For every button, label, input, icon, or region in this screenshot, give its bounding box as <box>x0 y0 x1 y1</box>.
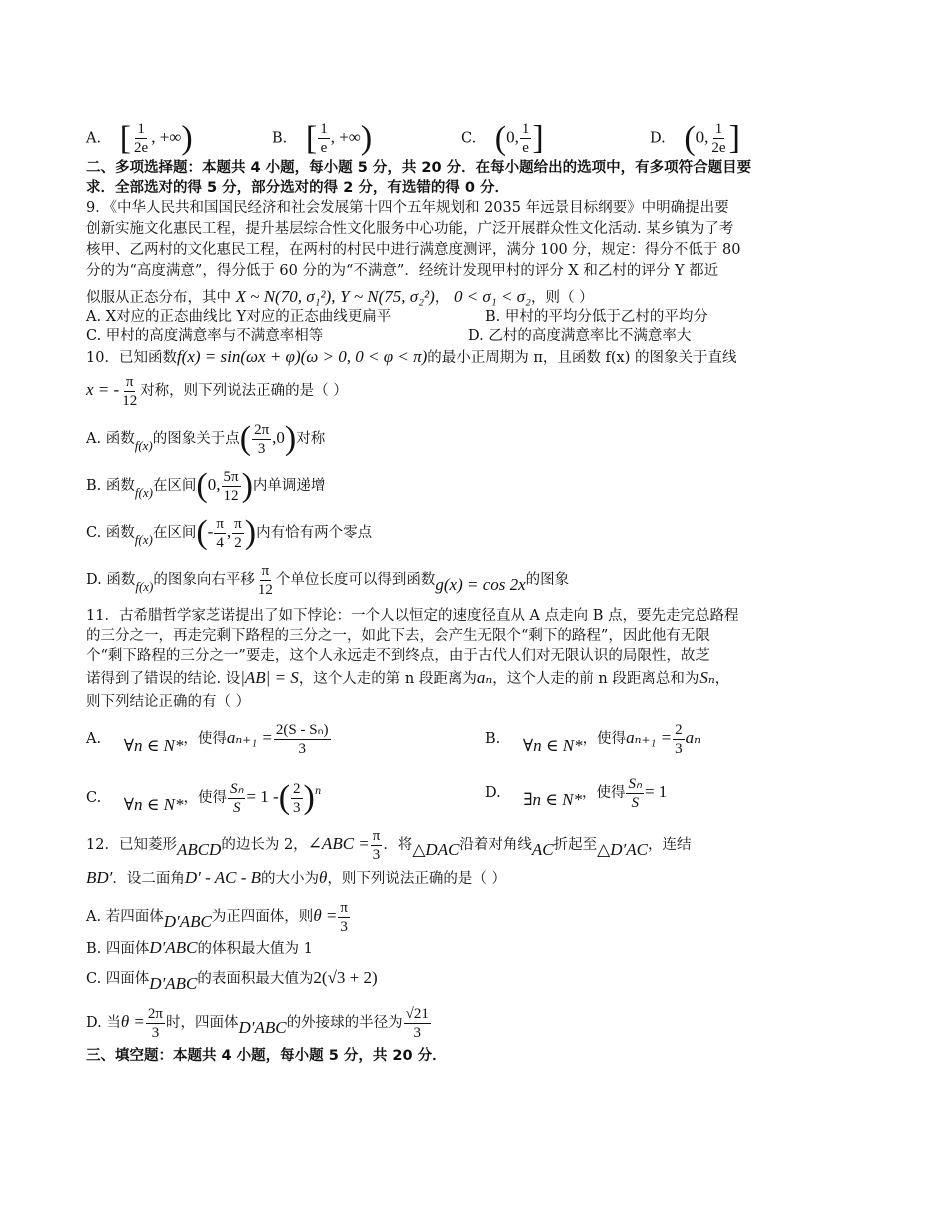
fraction: $\frac{2\pi}{3}$ <box>147 1005 163 1041</box>
fraction: $\frac{1}{e}$ <box>521 121 530 156</box>
q9-option-b[interactable]: B. 甲村的平均分低于乙村的平均分 <box>485 309 708 325</box>
q9-text-line: 似服从正态分布，其中 X ~ N(70, σ₁²), Y ~ N(75, σ₂²)， 0 < σ₁ < σ₂，则（ ） <box>86 287 594 306</box>
option-label: A. <box>86 130 102 147</box>
q9-text-line: 分的为“高度满意”，得分低于 60 分的为“不满意”．经统计发现甲村的评分 X 和乙村的评分 Y 都近 <box>86 263 719 279</box>
q10-option-b[interactable]: B. 函数f(x)在区间(0, $\frac{5\pi}{12}$ )内单调递增 <box>86 467 326 504</box>
q12-option-b[interactable]: B. 四面体D′ABC的体积最大值为 1 <box>86 938 313 957</box>
fraction: $\frac{5\pi}{12}$ <box>223 468 239 504</box>
fraction: $\frac{\pi}{3}$ <box>372 827 381 863</box>
q11-text-line: 个“剩下路程的三分之一”要走，这个人永远走不到终点，由于古代人们对无限认识的局限性，故芝 <box>86 648 710 664</box>
q9-text-line: 9．《中华人民共和国国民经济和社会发展第十四个五年规划和 2035 年远景目标纲要》中明确提出要 <box>86 200 729 216</box>
fraction: $\frac{\text{Sₙ}}{S}$ <box>628 775 642 811</box>
function-definition: f(x) = sin(ωx + φ)(ω > 0, 0 < φ < π) <box>176 347 428 366</box>
q11-text-line: 11．古希腊哲学家芝诺提出了如下悖论：一个人以恒定的速度径直从 A 点走向 B 点，要先走完总路程 <box>86 608 739 624</box>
fraction: $\frac{1}{e}$ <box>320 121 328 156</box>
fraction: $\frac{\pi}{2}$ <box>234 515 242 551</box>
q9-option-c[interactable]: C. 甲村的高度满意率与不满意率相等 <box>86 328 324 344</box>
q8-option-d[interactable]: D. (0, $\frac{1}{2e}$ ] <box>650 119 740 157</box>
q9-option-d[interactable]: D. 乙村的高度满意率比不满意率大 <box>468 328 692 344</box>
q11-option-c[interactable]: C. ∀n ∈ N*，使得 $\frac{\text{Sₙ}}{S}$ = 1 -( $\frac{2}{3}$ )$^n$ <box>86 779 322 816</box>
q11-text-line: 则下列结论正确的有（ ） <box>86 694 251 710</box>
section-3-heading: 三、填空题：本题共 4 小题，每小题 5 分，共 20 分． <box>86 1048 447 1064</box>
q11-option-a[interactable]: A. ∀n ∈ N*，使得aₙ₊₁ = $\frac{\text{2(S - Sₙ)}}{3}$ <box>86 721 329 757</box>
q12-option-a[interactable]: A. 若四面体D′ABC为正四面体，则θ = $\frac{\pi}{3}$ <box>86 899 348 935</box>
q9-text-line: 创新实施文化惠民工程，提升基层综合性文化服务中心功能，广泛开展群众性文化活动. 某乡镇为了考 <box>86 221 734 237</box>
fraction: $\frac{√21}{3}$ <box>405 1005 429 1041</box>
distribution-y: Y ~ N(75, σ₂²) <box>340 287 435 306</box>
fraction: $\frac{2\pi}{3}$ <box>254 421 270 457</box>
q11-text-line: 的三分之一，再走完剩下路程的三分之一，如此下去，会产生无限个“剩下的路程”，因此他有无限 <box>86 628 710 644</box>
q11-option-d[interactable]: D. ∃n ∈ N*，使得 $\frac{\text{Sₙ}}{S}$ = 1 <box>485 775 668 811</box>
q10-text-line: x = - $\frac{\pi}{12}$ 对称，则下列说法正确的是（ ） <box>86 373 348 409</box>
q8-option-b[interactable]: B. [ $\frac{1}{e}$ , +∞) <box>272 119 373 157</box>
fraction: $\frac{2}{3}$ <box>675 721 683 757</box>
q10-option-c[interactable]: C. 函数f(x)在区间(- $\frac{\pi}{4}$ , $\frac{\pi}{2}$ )内有恰有两个零点 <box>86 514 373 551</box>
q10-option-d[interactable]: D. 函数f(x)的图象向右平移 $\frac{\pi}{12}$ 个单位长度可以得到函数g(x) = cos 2x的图象 <box>86 562 570 598</box>
fraction: $\frac{1}{2e}$ <box>711 121 726 156</box>
option-label: B. <box>272 130 288 147</box>
fraction: $\frac{\text{2(S - Sₙ)}}{3}$ <box>275 721 329 757</box>
q9-option-a[interactable]: A. X对应的正态曲线比 Y对应的正态曲线更扁平 <box>86 309 392 325</box>
q12-option-c[interactable]: C. 四面体D′ABC的表面积最大值为2(√3 + 2) <box>86 968 378 993</box>
section-2-heading-cont: 求．全部选对的得 5 分，部分选对的得 2 分，有选错的得 0 分． <box>86 180 510 196</box>
q12-text-line: 12．已知菱形ABCD的边长为 2，∠ABC = $\frac{\pi}{3}$ ．将△DAC沿着对角线AC折起至△D′AC，连结 <box>86 827 692 863</box>
fraction: $\frac{1}{2e}$ <box>134 121 149 156</box>
q12-option-d[interactable]: D. 当θ = $\frac{2\pi}{3}$ 时，四面体D′ABC的外接球的半径为 $\frac{√21}{3}$ <box>86 1005 429 1041</box>
fraction: $\frac{\pi}{3}$ <box>340 899 348 935</box>
fraction: $\frac{\text{Sₙ}}{S}$ <box>229 780 244 816</box>
fraction: $\frac{\pi}{4}$ <box>216 515 224 551</box>
option-label: C. <box>461 130 477 147</box>
fraction: $\frac{2}{3}$ <box>293 780 301 816</box>
q10-text-line: 10．已知函数f(x) = sin(ωx + φ)(ω > 0, 0 < φ < π)的最小正周期为 π，且函数 f(x) 的图象关于直线 <box>86 347 737 366</box>
q8-option-c[interactable]: C. (0, $\frac{1}{e}$ ] <box>461 119 544 157</box>
q11-option-b[interactable]: B. ∀n ∈ N*，使得aₙ₊₁ = $\frac{2}{3}$ aₙ <box>485 721 701 757</box>
fraction: $\frac{\pi}{12}$ <box>257 562 273 598</box>
distribution-x: X ~ N(70, σ₁²) <box>235 287 332 306</box>
fraction: $\frac{\pi}{12}$ <box>122 373 138 409</box>
q10-option-a[interactable]: A. 函数f(x)的图象关于点( $\frac{2\pi}{3}$ ,0)对称 <box>86 420 326 457</box>
section-2-heading: 二、多项选择题：本题共 4 小题，每小题 5 分，共 20 分．在每小题给出的选项中，有多项符合题目要 <box>86 160 752 176</box>
sigma-inequality: 0 < σ₁ < σ₂ <box>453 287 531 306</box>
option-label: D. <box>650 130 666 147</box>
q11-text-line: 诺得到了错误的结论. 设|AB| = S，这个人走的第 n 段距离为aₙ，这个人走的前 n 段距离总和为Sₙ， <box>86 668 730 687</box>
q8-option-a[interactable]: A. [ $\frac{1}{2e}$ , +∞) <box>86 119 193 157</box>
q9-text-line: 核甲、乙两村的文化惠民工程，在两村的村民中进行满意度测评，满分 100 分，规定：得分不低于 80 <box>86 242 741 258</box>
q12-text-line: BD′．设二面角D′ - AC - B的大小为θ，则下列说法正确的是（ ） <box>86 868 506 887</box>
